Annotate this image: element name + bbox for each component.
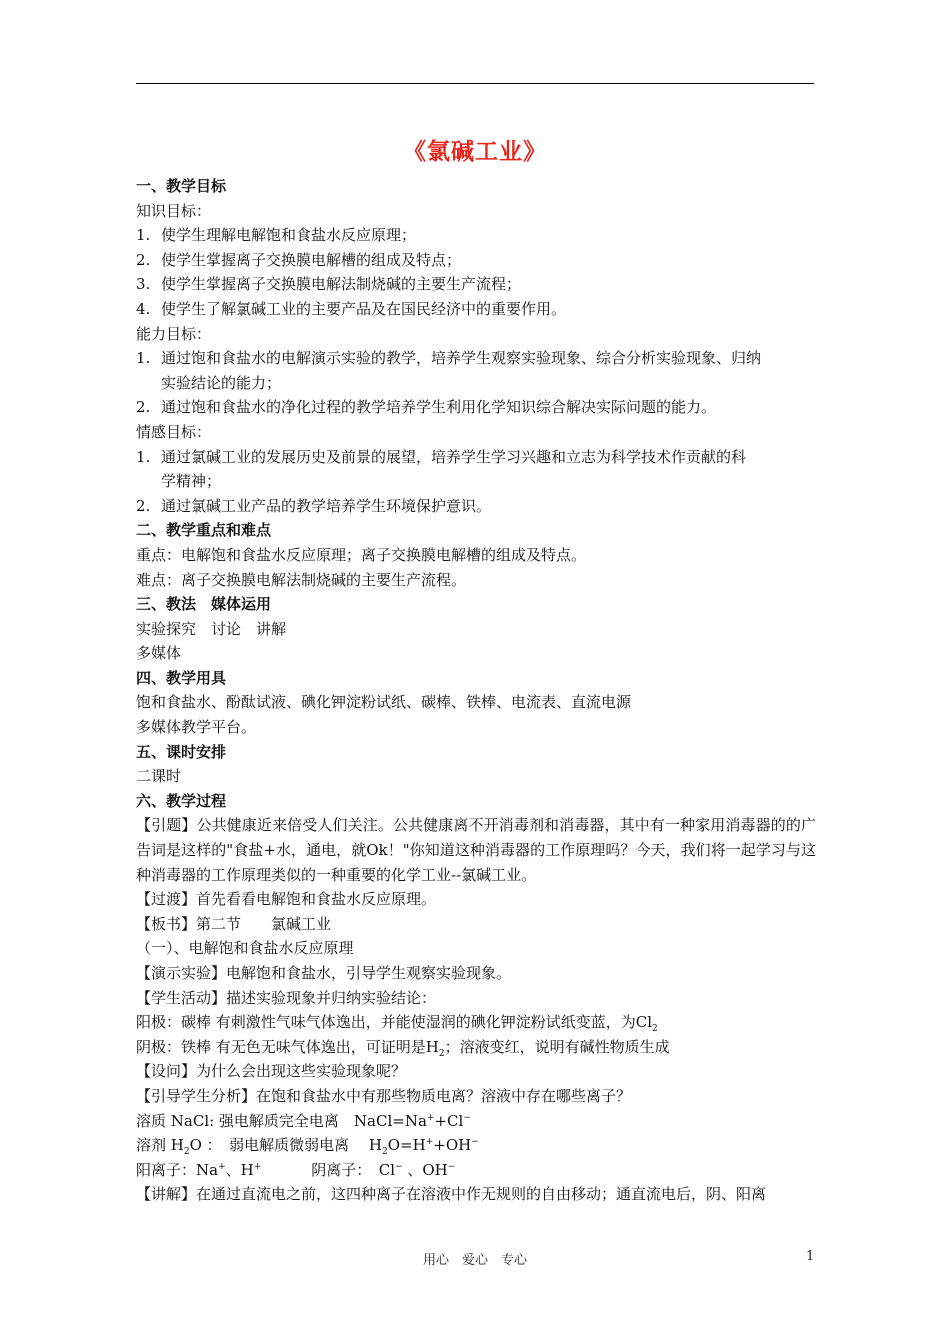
list-item-continuation: 实验结论的能力； bbox=[161, 373, 282, 392]
list-number: 4. bbox=[136, 299, 151, 318]
superscript: − bbox=[471, 1137, 479, 1148]
equation-text: +OH bbox=[433, 1136, 472, 1155]
subsection-heading: （一）、电解饱和食盐水反应原理 bbox=[136, 939, 354, 958]
lecture-text: 【讲解】在通过直流电之前，这四种离子在溶液中作无规则的自由移动；通直流电后，阴、阳离 bbox=[136, 1185, 767, 1204]
section-heading-methods: 三、教法 媒体运用 bbox=[136, 595, 272, 614]
list-item bbox=[136, 272, 816, 297]
intro-paragraph: 【引题】公共健康近来倍受人们关注。公共健康离不开消毒剂和消毒器，其中有一种家用消毒器的的广告词是这样的"食盐+水，通电，就Ok！"你知道这种消毒器的工作原理吗？今天，我们将一起学习与这种消毒器的工作原理类似的一种重要的化学工业--氯碱工业。 bbox=[136, 816, 816, 884]
class-hours: 二课时 bbox=[136, 767, 182, 786]
cation-text: 、H bbox=[225, 1160, 254, 1179]
list-text: 通过氯碱工业产品的教学培养学生环境保护意识。 bbox=[161, 496, 492, 515]
list-text: 使学生掌握离子交换膜电解槽的组成及特点； bbox=[161, 250, 462, 269]
list-text: 使学生了解氯碱工业的主要产品及在国民经济中的重要作用。 bbox=[161, 299, 567, 318]
cathode-observation bbox=[136, 1035, 816, 1060]
solvent-equation bbox=[136, 1133, 816, 1158]
section-heading-objectives: 一、教学目标 bbox=[136, 177, 227, 195]
list-item bbox=[136, 445, 816, 470]
list-item bbox=[136, 346, 816, 371]
superscript: + bbox=[425, 1137, 434, 1148]
teaching-platform: 多媒体教学平台。 bbox=[136, 718, 257, 737]
cation-text: 阳离子：Na bbox=[136, 1160, 219, 1179]
list-number: 2. bbox=[136, 398, 151, 417]
list-text: 通过饱和食盐水的净化过程的教学培养学生利用化学知识综合解决实际问题的能力。 bbox=[161, 398, 717, 417]
list-number: 1. bbox=[136, 447, 151, 466]
superscript: + bbox=[218, 1161, 226, 1172]
equation-text: O=H bbox=[387, 1136, 426, 1155]
subscript: 2 bbox=[652, 1024, 658, 1035]
subscript: 2 bbox=[183, 1147, 190, 1158]
superscript: − bbox=[463, 1112, 471, 1123]
document-title: 《氯碱工业》 bbox=[403, 138, 547, 165]
anode-text: 阳极：碳棒 有刺激性气味气体逸出，并能使湿润的碘化钾淀粉试纸变蓝，为Cl bbox=[136, 1013, 653, 1032]
section-heading-tools: 四、教学用具 bbox=[136, 668, 227, 687]
document-body bbox=[136, 174, 816, 1207]
list-number: 2. bbox=[136, 250, 151, 269]
list-text: 使学生理解电解饱和食盐水反应原理； bbox=[161, 226, 417, 245]
list-number: 3. bbox=[136, 275, 151, 294]
list-number: 2. bbox=[136, 496, 151, 515]
section-heading-key-points: 二、教学重点和难点 bbox=[136, 521, 272, 540]
guide-text: 【引导学生分析】在饱和食盐水中有那些物质电离？溶液中存在哪些离子？ bbox=[136, 1086, 632, 1105]
ability-label: 能力目标： bbox=[136, 324, 212, 343]
list-text: 通过氯碱工业的发展历史及前景的展望，培养学生学习兴趣和立志为科学技术作贡献的科 bbox=[161, 447, 747, 466]
superscript: + bbox=[426, 1112, 435, 1123]
ions-line bbox=[136, 1158, 816, 1183]
subscript: 2 bbox=[438, 1048, 445, 1059]
page-number: 1 bbox=[806, 1249, 815, 1264]
list-item bbox=[136, 297, 816, 322]
equation-text: 溶剂 H bbox=[136, 1136, 184, 1155]
list-item-continuation: 学精神； bbox=[161, 472, 222, 491]
difficult-point: 难点：离子交换膜电解法制烧碱的主要生产流程。 bbox=[136, 570, 467, 589]
footer-motto: 用心 爱心 专心 bbox=[422, 1253, 527, 1268]
equation-text: +Cl bbox=[434, 1111, 464, 1130]
cathode-text: 阴极：铁棒 有无色无味气体逸出，可证明是H bbox=[136, 1037, 439, 1056]
anion-text: 阴离子： Cl bbox=[311, 1160, 396, 1179]
cathode-text: ；溶液变红，说明有碱性物质生成 bbox=[444, 1037, 670, 1056]
list-item bbox=[136, 395, 816, 420]
teaching-tools: 饱和食盐水、酚酞试液、碘化钾淀粉试纸、碳棒、铁棒、电流表、直流电源 bbox=[136, 693, 632, 712]
solute-equation bbox=[136, 1109, 816, 1134]
subscript: 2 bbox=[382, 1147, 388, 1158]
teaching-media: 多媒体 bbox=[136, 644, 182, 663]
list-text: 通过饱和食盐水的电解演示实验的教学，培养学生观察实验现象、综合分析实验现象、归纳 bbox=[161, 349, 762, 368]
anode-observation bbox=[136, 1010, 816, 1035]
list-number: 1. bbox=[136, 349, 151, 368]
list-item bbox=[136, 248, 816, 273]
board-text: 【板书】第二节 氯碱工业 bbox=[136, 914, 332, 933]
demo-text: 【演示实验】电解饱和食盐水，引导学生观察实验现象。 bbox=[136, 964, 512, 982]
emotion-label: 情感目标： bbox=[136, 422, 212, 441]
superscript: − bbox=[447, 1161, 456, 1172]
transition-text: 【过渡】首先看看电解饱和食盐水反应原理。 bbox=[136, 890, 437, 909]
list-item bbox=[136, 223, 816, 248]
list-text: 使学生掌握离子交换膜电解法制烧碱的主要生产流程； bbox=[161, 275, 522, 294]
question-text: 【设问】为什么会出现这些实验现象呢？ bbox=[136, 1062, 407, 1081]
key-point: 重点：电解饱和食盐水反应原理；离子交换膜电解槽的组成及特点。 bbox=[136, 545, 587, 564]
section-heading-process: 六、教学过程 bbox=[136, 791, 227, 810]
header-rule bbox=[136, 83, 814, 84]
activity-text: 【学生活动】描述实验现象并归纳实验结论： bbox=[136, 988, 437, 1007]
section-heading-schedule: 五、课时安排 bbox=[136, 742, 227, 761]
superscript: − bbox=[395, 1161, 403, 1172]
knowledge-label: 知识目标： bbox=[136, 201, 212, 220]
list-item bbox=[136, 494, 816, 519]
list-number: 1. bbox=[136, 226, 151, 245]
equation-text: O ： 弱电解质微弱电离 H bbox=[189, 1136, 383, 1155]
teaching-methods: 实验探究 讨论 讲解 bbox=[136, 619, 287, 638]
superscript: + bbox=[253, 1161, 262, 1172]
anion-text: 、OH bbox=[402, 1160, 448, 1179]
equation-text: 溶质 NaCl: 强电解质完全电离 NaCl=Na bbox=[136, 1111, 427, 1130]
